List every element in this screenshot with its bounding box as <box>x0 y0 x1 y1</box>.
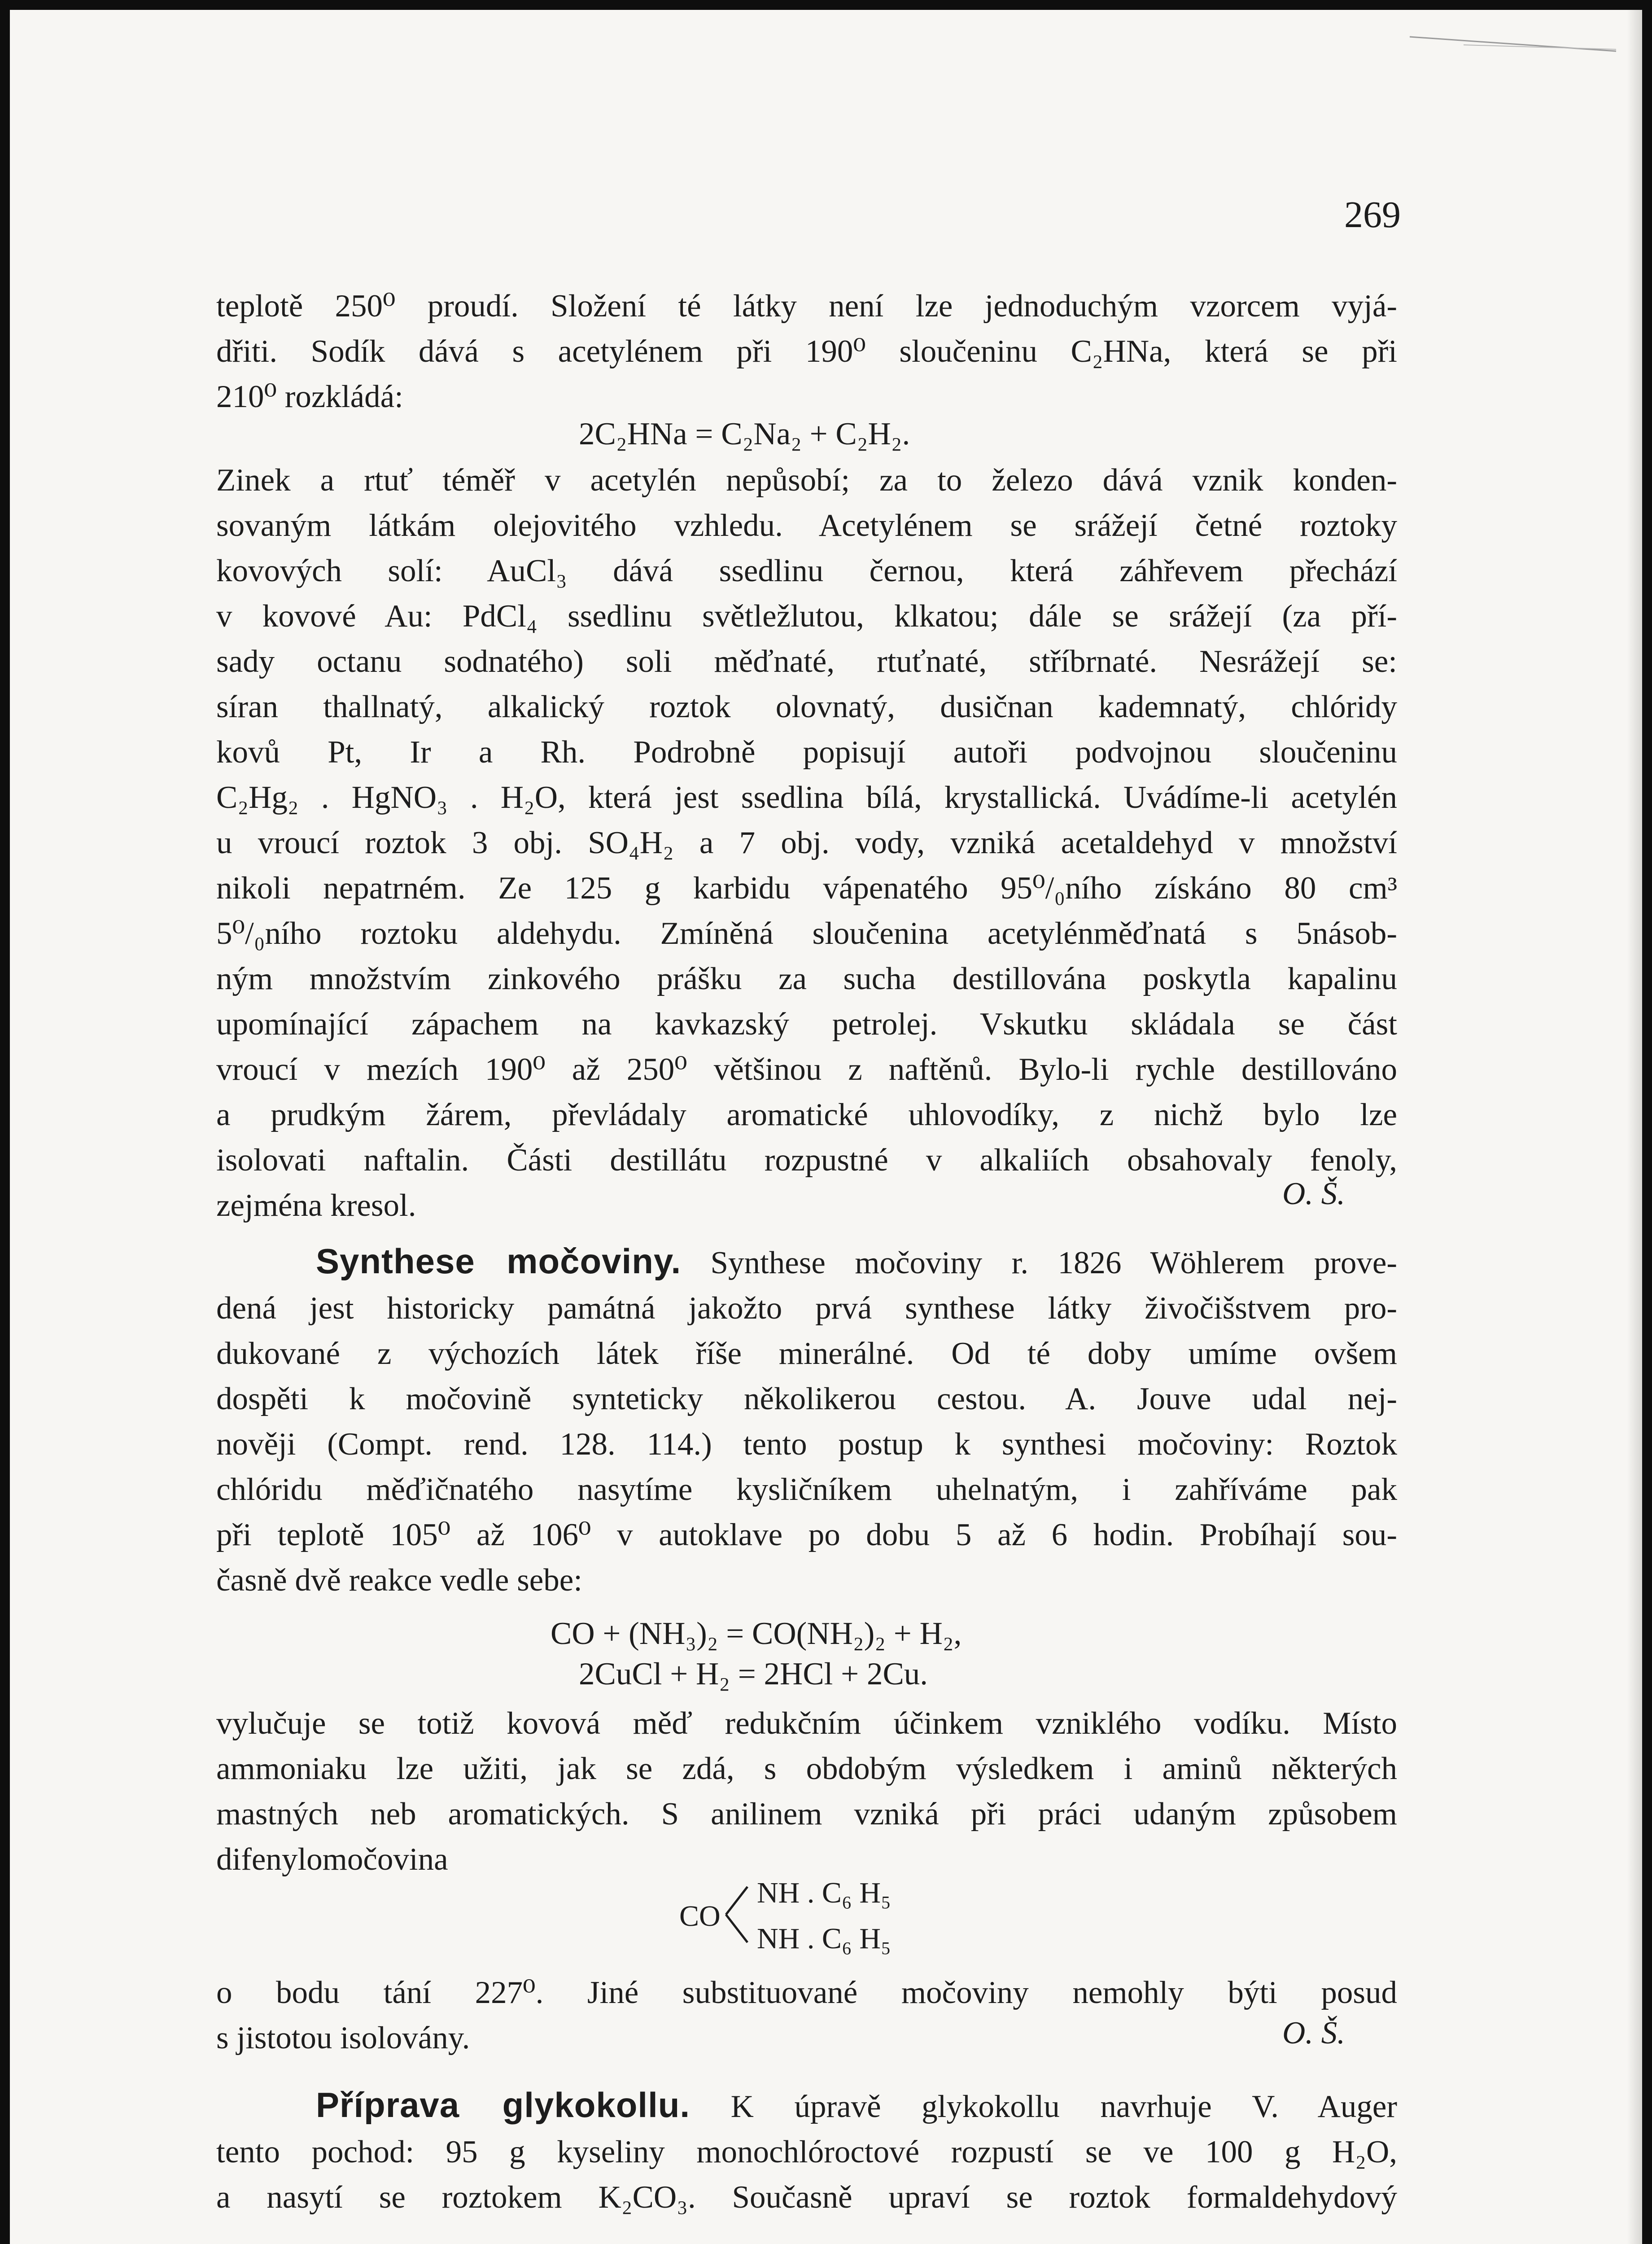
text-line: v kovové Au: PdCl₄ ssedlinu světležlutou, klkatou; dále se srážejí (za pří- <box>216 599 1397 634</box>
text-line: Zinek a rtuť téměř v acetylén nepůsobí; za to železo dává vznik konden- <box>216 463 1397 498</box>
text-line: dospěti k močovině synteticky několikerou cestou. A. Jouve udal nej- <box>216 1381 1397 1416</box>
text-line: sady octanu sodnatého) soli měďnaté, rtuťnaté, stříbrnaté. Nesrážejí se: <box>216 644 1397 679</box>
text-line: kovů Pt, Ir a Rh. Podrobně popisují autoři podvojnou sloučeninu <box>216 735 1397 770</box>
paragraph-melting-point <box>216 1970 1397 2061</box>
text-line: o bodu tání 227⁰. Jiné substituované močoviny nemohly býti posud <box>216 1975 1397 2010</box>
text-line: síran thallnatý, alkalický roztok olovnatý, dusičnan kademnatý, chlóridy <box>216 689 1397 724</box>
structure-bonds <box>723 1880 750 1948</box>
text-line: isolovati naftalin. Části destillátu rozpustné v alkaliích obsahovaly fenoly, <box>216 1143 1397 1178</box>
section-urea-synthesis <box>216 1239 1397 1603</box>
text-line: vroucí v mezích 190⁰ až 250⁰ většinou z naftěnů. Bylo-li rychle destillováno <box>216 1052 1397 1087</box>
section-heading: Příprava glykokollu. <box>316 2085 691 2125</box>
scan-corner-mark <box>1374 23 1625 59</box>
text-line: vylučuje se totiž kovová měď redukčním účinkem vzniklého vodíku. Místo <box>216 1706 1397 1741</box>
text-line: teplotě 250⁰ proudí. Složení té látky není lze jednoduchým vzorcem vyjá- <box>216 289 1397 324</box>
text-line: a prudkým žárem, převládaly aromatické uhlovodíky, z nichž bylo lze <box>216 1097 1397 1132</box>
text-line: ným množstvím zinkového prášku za sucha destillována poskytla kapalinu <box>216 961 1397 996</box>
text-line: C₂Hg₂ . HgNO₃ . H₂O, která jest ssedlina bílá, krystallická. Uvádíme-li acetylén <box>216 780 1397 815</box>
text-line: nověji (Compt. rend. 128. 114.) tento postup k synthesi močoviny: Roztok <box>216 1427 1397 1462</box>
paragraph-acetylene-sodium <box>216 284 1397 420</box>
text-line: a nasytí se roztokem K₂CO₃. Současně upraví se roztok formaldehydový <box>216 2180 1397 2215</box>
formula-copper: 2CuCl + H₂ = 2HCl + 2Cu. <box>579 1657 928 1692</box>
page-number: 269 <box>1344 194 1401 236</box>
text-line: upomínající zápachem na kavkazský petrolej. Vskutku skládala se část <box>216 1007 1397 1042</box>
text-line: ammoniaku lze užiti, jak se zdá, s obdobým výsledkem i aminů některých <box>216 1751 1397 1786</box>
text-line: tento pochod: 95 g kyseliny monochlóroctové rozpustí se ve 100 g H₂O, <box>216 2134 1397 2169</box>
text-line: dřiti. Sodík dává s acetylénem při 190⁰ sloučeninu C₂HNa, která se při <box>216 334 1397 369</box>
paragraph-copper-reduction <box>216 1701 1397 1882</box>
author-signature: O. Š. <box>1282 2016 1346 2051</box>
text-line: dená jest historicky památná jakožto prvá synthese látky živočišstvem pro- <box>216 1291 1397 1326</box>
text-line: mastných neb aromatických. S anilinem vzniká při práci udaným způsobem <box>216 1797 1397 1832</box>
section-first-line <box>216 1239 1397 1286</box>
author-signature: O. Š. <box>1282 1176 1346 1211</box>
text-line: s jistotou isolovány. <box>216 2020 470 2056</box>
text-line: difenylomočovina <box>216 1842 448 1877</box>
text-span: Synthese močoviny r. 1826 Wöhlerem prove- <box>710 1245 1398 1280</box>
structure-co: CO <box>679 1900 721 1933</box>
text-line: při teplotě 105⁰ až 106⁰ v autoklave po dobu 5 až 6 hodin. Probíhají sou- <box>216 1517 1397 1552</box>
structure-top-group: NH . C₆ H₅ <box>757 1876 892 1909</box>
page-edge-shadow <box>1627 10 1642 2244</box>
text-line: chlóridu měďičnatého nasytíme kysličníkem uhelnatým, i zahříváme pak <box>216 1472 1397 1507</box>
text-line: zejména kresol. <box>216 1188 416 1223</box>
text-line: sovaným látkám olejovitého vzhledu. Acetylénem se srážejí četné roztoky <box>216 508 1397 543</box>
book-page <box>10 10 1642 2244</box>
text-line: nikoli nepatrném. Ze 125 g karbidu vápenatého 95⁰/₀ního získáno 80 cm³ <box>216 871 1397 906</box>
structure-bottom-group: NH . C₆ H₅ <box>757 1922 892 1955</box>
section-first-line <box>216 2082 1397 2130</box>
text-line: časně dvě reakce vedle sebe: <box>216 1563 583 1598</box>
section-glycocoll <box>216 2082 1397 2220</box>
text-line: u vroucí roztok 3 obj. SO₄H₂ a 7 obj. vody, vzniká acetaldehyd v množství <box>216 825 1397 860</box>
text-line: 210⁰ rozkládá: <box>216 379 403 414</box>
paragraph-metal-salts <box>216 458 1397 1228</box>
text-line: 5⁰/₀ního roztoku aldehydu. Zmíněná sloučenina acetylénměďnatá s 5násob- <box>216 916 1397 951</box>
text-line: kovových solí: AuCl₃ dává ssedlinu černou, která záhřevem přechází <box>216 553 1397 588</box>
formula-urea: CO + (NH₃)₂ = CO(NH₂)₂ + H₂, <box>551 1616 962 1651</box>
text-line: dukované z výchozích látek říše minerálné. Od té doby umíme ovšem <box>216 1336 1397 1371</box>
section-heading: Synthese močoviny. <box>316 1241 682 1281</box>
formula-sodium-acetylide: 2C₂HNa = C₂Na₂ + C₂H₂. <box>579 416 910 451</box>
text-span: K úpravě glykokollu navrhuje V. Auger <box>730 2089 1398 2124</box>
